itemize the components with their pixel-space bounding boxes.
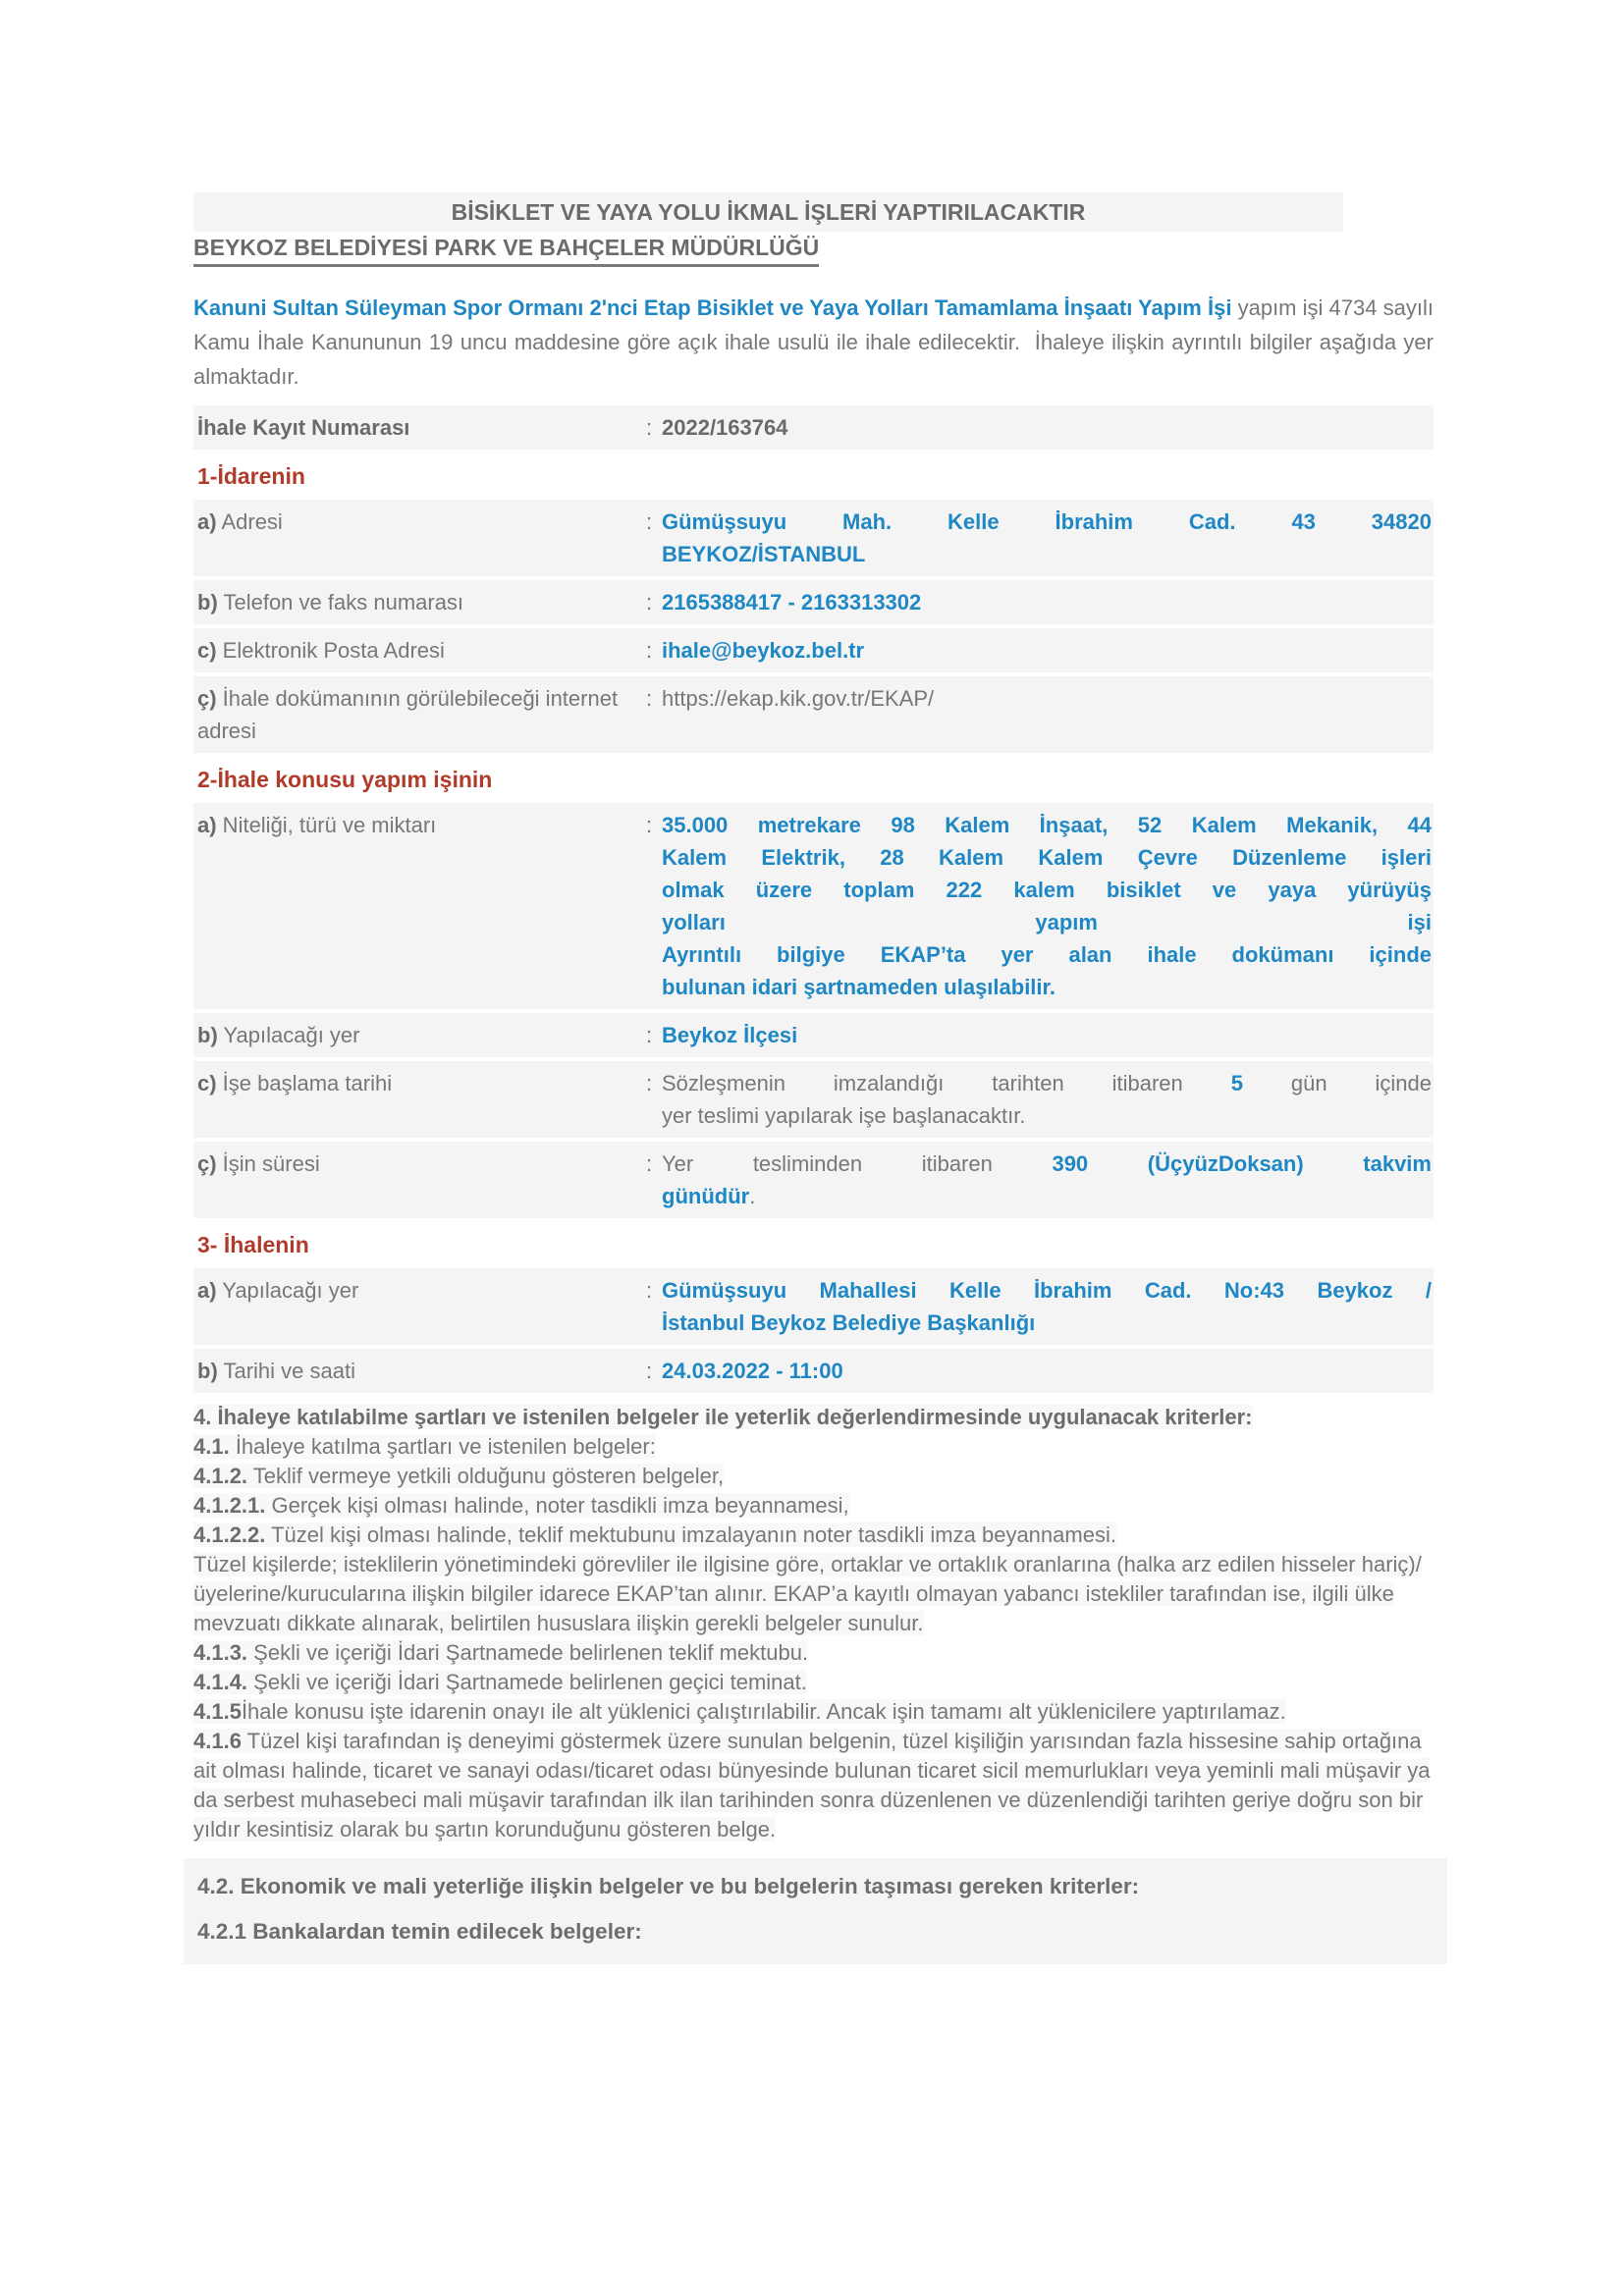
- text-segment: yer teslimi yapılarak işe başlanacaktır.: [662, 1103, 1026, 1128]
- colon-separator: :: [645, 590, 653, 614]
- text-segment: gün içinde: [1242, 1071, 1432, 1095]
- text-segment: Gerçek kişi olması halinde, noter tasdikli imza beyannamesi,: [265, 1493, 849, 1518]
- text-segment: 4.1.6: [193, 1729, 242, 1753]
- text-segment: 4.1.2.2.: [193, 1522, 266, 1547]
- row-label: [193, 411, 636, 444]
- value-line: [662, 906, 1432, 938]
- table-row: [193, 676, 1434, 753]
- row-label: [193, 1019, 636, 1051]
- value-line: [662, 874, 1432, 906]
- text-segment: BEYKOZ/İSTANBUL: [662, 542, 866, 566]
- table-row: [193, 628, 1434, 672]
- colon-separator: :: [645, 1151, 653, 1176]
- section4-paragraph: [193, 1521, 1434, 1638]
- table-row: [193, 1013, 1434, 1057]
- text-segment: Yapılacağı yer: [217, 1023, 360, 1047]
- text-segment: Elektronik Posta Adresi: [216, 638, 445, 663]
- text-segment: Niteliği, türü ve miktarı: [216, 813, 437, 837]
- text-segment: 4. İhaleye katılabilme şartları ve istenilen belgeler ile yeterlik değerlendirmesinde uygulanacak kriterler:: [193, 1405, 1253, 1429]
- value-line: [662, 411, 1432, 444]
- section4-paragraph: [193, 1638, 1434, 1668]
- text-segment: Tarihi ve saati: [217, 1359, 355, 1383]
- row-label: [193, 809, 636, 1003]
- highlighted-text: [193, 1405, 1253, 1429]
- notice-title: BİSİKLET VE YAYA YOLU İKMAL İŞLERİ YAPTIRILACAKTIR: [193, 192, 1343, 232]
- value-line: [662, 1180, 1432, 1212]
- section4-paragraph: [193, 1727, 1434, 1844]
- text-segment: 390 (ÜçyüzDoksan) takvim: [1052, 1151, 1432, 1176]
- table-row: [193, 580, 1434, 624]
- text-segment: 4.1.3.: [193, 1640, 248, 1665]
- row-value: [662, 809, 1434, 1003]
- text-segment: olmak üzere toplam 222 kalem bisiklet ve yaya yürüyüş: [662, 878, 1432, 902]
- row-value: [662, 1148, 1434, 1212]
- text-segment: İstanbul Beykoz Belediye Başkanlığı: [662, 1310, 1036, 1335]
- table-row: [193, 803, 1434, 1009]
- value-line: [662, 1067, 1432, 1099]
- org-title: BEYKOZ BELEDİYESİ PARK VE BAHÇELER MÜDÜRLÜĞÜ: [193, 235, 819, 267]
- text-segment: İşin süresi: [216, 1151, 320, 1176]
- text-segment: b): [197, 590, 218, 614]
- text-segment: İhaleye katılma şartları ve istenilen belgeler:: [229, 1434, 656, 1459]
- tender-info-table: [193, 405, 1434, 1393]
- text-segment: Yer tesliminden itibaren: [662, 1151, 1053, 1176]
- colon-separator: :: [645, 638, 653, 663]
- intro-rest: yapım işi 4734 sayılı Kamu İhale Kanununun 19 uncu maddesine göre açık ihale usulü ile ihale edilecektir. İhaleye ilişkin ayrıntılı bilgiler aşağıda yer almaktadır.: [193, 295, 1434, 389]
- value-line: [662, 1307, 1432, 1339]
- text-segment: Kalem Elektrik, 28 Kalem Kalem Çevre Düzenleme işleri: [662, 845, 1432, 870]
- section-heading-row: [193, 454, 1434, 496]
- text-segment: .: [749, 1184, 756, 1208]
- text-segment: İhale Kayıt Numarası: [197, 415, 410, 440]
- text-segment: İhale dokümanının görülebileceği internet adresi: [197, 686, 619, 743]
- text-segment: ç): [197, 686, 217, 711]
- table-row: [193, 405, 1434, 450]
- text-segment: İhale konusu işte idarenin onayı ile alt yüklenici çalıştırılabilir. Ancak işin tamamı alt yüklenicilere yaptırılamaz.: [241, 1699, 1286, 1724]
- highlighted-text: [193, 1522, 1422, 1635]
- text-segment: 4.1.: [193, 1434, 230, 1459]
- text-segment: Tüzel kişi tarafından iş deneyimi göstermek üzere sunulan belgenin, tüzel kişiliğin yarısından fazla hissesine sahip ortağına ait olması halinde, ticaret ve sanayi odası/ticaret odası bünyesinde bulunan ticaret sicil memurlukları veya yeminli mali müşavir ya da serbest muhasebeci mali müşavir tarafından ilk ilan tarihinden sonra düzenlenen ve düzenlendiği tarihten geriye doğru son bir yıldır kesintisiz olarak bu şartın korunduğunu gösteren belge.: [193, 1729, 1431, 1842]
- row-value: [662, 1019, 1434, 1051]
- section4-paragraph: [193, 1403, 1434, 1432]
- row-label: [193, 1148, 636, 1212]
- value-line: [662, 971, 1432, 1003]
- text-segment: 35.000 metrekare 98 Kalem İnşaat, 52 Kalem Mekanik, 44: [662, 813, 1432, 837]
- text-segment: Telefon ve faks numarası: [217, 590, 464, 614]
- value-line: [662, 586, 1432, 618]
- org-title-line: [193, 235, 1434, 267]
- colon-separator: :: [645, 813, 653, 837]
- row-value: [662, 411, 1434, 444]
- section4-paragraph: [193, 1668, 1434, 1697]
- value-line: [662, 841, 1432, 874]
- text-segment: Gümüşsuyu Mah. Kelle İbrahim Cad. 43 34820: [662, 509, 1432, 534]
- text-segment: https://ekap.kik.gov.tr/EKAP/: [662, 686, 935, 711]
- row-label: [193, 586, 636, 618]
- highlighted-text: [193, 1699, 1286, 1724]
- colon-separator: :: [645, 1278, 653, 1303]
- table-row: [193, 1349, 1434, 1393]
- document-content: [193, 192, 1434, 1964]
- value-line: [662, 1274, 1432, 1307]
- text-segment: 24.03.2022 - 11:00: [662, 1359, 843, 1383]
- colon-separator: :: [645, 509, 653, 534]
- text-segment: ç): [197, 1151, 217, 1176]
- text-segment: Adresi: [216, 509, 283, 534]
- text-segment: c): [197, 1071, 217, 1095]
- text-segment: 4.1.4.: [193, 1670, 248, 1694]
- row-label: [193, 634, 636, 667]
- text-segment: a): [197, 509, 217, 534]
- value-line: [662, 1019, 1432, 1051]
- text-segment: 4.1.2.: [193, 1464, 248, 1488]
- text-segment: Tüzel kişilerde; isteklilerin yönetimindeki görevliler ile ilgisine göre, ortaklar ve ortaklık oranlarına (halka arz edilen hisseler hariç)/üyelerine/kurucularına ilişkin bilgiler idarece EKAP’tan alınır. EKAP’a kayıtlı olmayan yabancı istekliler tarafından ise, ilgili ülke mevzuatı dikkate alınarak, belirtilen hususlara ilişkin gerekli belgeler sunulur.: [193, 1552, 1422, 1635]
- value-line: [662, 506, 1432, 538]
- section-heading-row: [193, 1222, 1434, 1264]
- text-segment: Teklif vermeye yetkili olduğunu gösteren belgeler,: [247, 1464, 725, 1488]
- highlighted-text: [193, 1493, 849, 1518]
- colon-separator: :: [645, 1023, 653, 1047]
- table-row: [193, 1268, 1434, 1345]
- text-segment: 4.1.2.1.: [193, 1493, 266, 1518]
- table-row: [193, 1142, 1434, 1218]
- highlighted-text: [193, 1670, 807, 1694]
- text-segment: b): [197, 1023, 218, 1047]
- row-label: [193, 506, 636, 570]
- row-label: [193, 682, 636, 747]
- section42-heading: 4.2. Ekonomik ve mali yeterliğe ilişkin belgeler ve bu belgelerin taşıması gereken kriterler:: [197, 1874, 1140, 1898]
- text-segment: Gümüşsuyu Mahallesi Kelle İbrahim Cad. No:43 Beykoz /: [662, 1278, 1432, 1303]
- row-value: [662, 682, 1434, 747]
- text-segment: ihale@beykoz.bel.tr: [662, 638, 865, 663]
- text-segment: İşe başlama tarihi: [216, 1071, 393, 1095]
- section-heading: 1-İdarenin: [197, 463, 305, 489]
- highlighted-text: [193, 1640, 808, 1665]
- text-segment: a): [197, 1278, 217, 1303]
- text-segment: Tüzel kişi olması halinde, teklif mektubunu imzalayanın noter tasdikli imza beyannamesi.: [265, 1522, 1116, 1547]
- table-row: [193, 1061, 1434, 1138]
- value-line: [662, 538, 1432, 570]
- highlighted-text: [193, 1434, 656, 1459]
- text-segment: b): [197, 1359, 218, 1383]
- project-name: Kanuni Sultan Süleyman Spor Ormanı 2'nci Etap Bisiklet ve Yaya Yolları Tamamlama İnşaatı Yapım İşi: [193, 295, 1232, 320]
- text-segment: Sözleşmenin imzalandığı tarihten itibaren: [662, 1071, 1231, 1095]
- text-segment: 4.1.5: [193, 1699, 242, 1724]
- section-heading: 2-İhale konusu yapım işinin: [197, 767, 493, 792]
- text-segment: Şekli ve içeriği İdari Şartnamede belirlenen geçici teminat.: [247, 1670, 807, 1694]
- section-4-conditions: [193, 1403, 1434, 1844]
- value-line: [662, 809, 1432, 841]
- row-label: [193, 1355, 636, 1387]
- colon-separator: :: [645, 1359, 653, 1383]
- value-line: [662, 634, 1432, 667]
- section4-paragraph: [193, 1462, 1434, 1491]
- section42-heading: 4.2.1 Bankalardan temin edilecek belgeler:: [197, 1919, 642, 1944]
- value-line: [662, 1355, 1432, 1387]
- text-segment: 2165388417 - 2163313302: [662, 590, 922, 614]
- value-line: [662, 1099, 1432, 1132]
- section4-paragraph: [193, 1697, 1434, 1727]
- row-value: [662, 586, 1434, 618]
- row-value: [662, 1355, 1434, 1387]
- highlighted-text: [193, 1729, 1430, 1842]
- text-segment: bulunan idari şartnameden ulaşılabilir.: [662, 975, 1056, 999]
- text-segment: 5: [1230, 1071, 1243, 1095]
- colon-separator: :: [645, 415, 653, 440]
- text-segment: Ayrıntılı bilgiye EKAP’ta yer alan ihale dokümanı içinde: [662, 942, 1432, 967]
- section-4-2-block: [184, 1858, 1447, 1964]
- text-segment: a): [197, 813, 217, 837]
- value-line: [662, 682, 1432, 715]
- row-value: [662, 1067, 1434, 1132]
- text-segment: günüdür: [662, 1184, 750, 1208]
- colon-separator: :: [645, 686, 653, 711]
- text-segment: c): [197, 638, 217, 663]
- highlighted-text: [193, 1464, 724, 1488]
- colon-separator: :: [645, 1071, 653, 1095]
- row-label: [193, 1274, 636, 1339]
- text-segment: Şekli ve içeriği İdari Şartnamede belirlenen teklif mektubu.: [247, 1640, 809, 1665]
- section4-paragraph: [193, 1491, 1434, 1521]
- value-line: [662, 1148, 1432, 1180]
- row-value: [662, 1274, 1434, 1339]
- table-row: [193, 500, 1434, 576]
- intro-paragraph: [193, 291, 1434, 394]
- text-segment: 2022/163764: [662, 415, 788, 440]
- section-heading: 3- İhalenin: [197, 1232, 309, 1257]
- section4-paragraph: [193, 1432, 1434, 1462]
- value-line: [662, 938, 1432, 971]
- row-value: [662, 634, 1434, 667]
- row-label: [193, 1067, 636, 1132]
- row-value: [662, 506, 1434, 570]
- text-segment: Yapılacağı yer: [216, 1278, 359, 1303]
- text-segment: yolları yapım işi: [662, 910, 1432, 934]
- text-segment: Beykoz İlçesi: [662, 1023, 798, 1047]
- section-heading-row: [193, 757, 1434, 799]
